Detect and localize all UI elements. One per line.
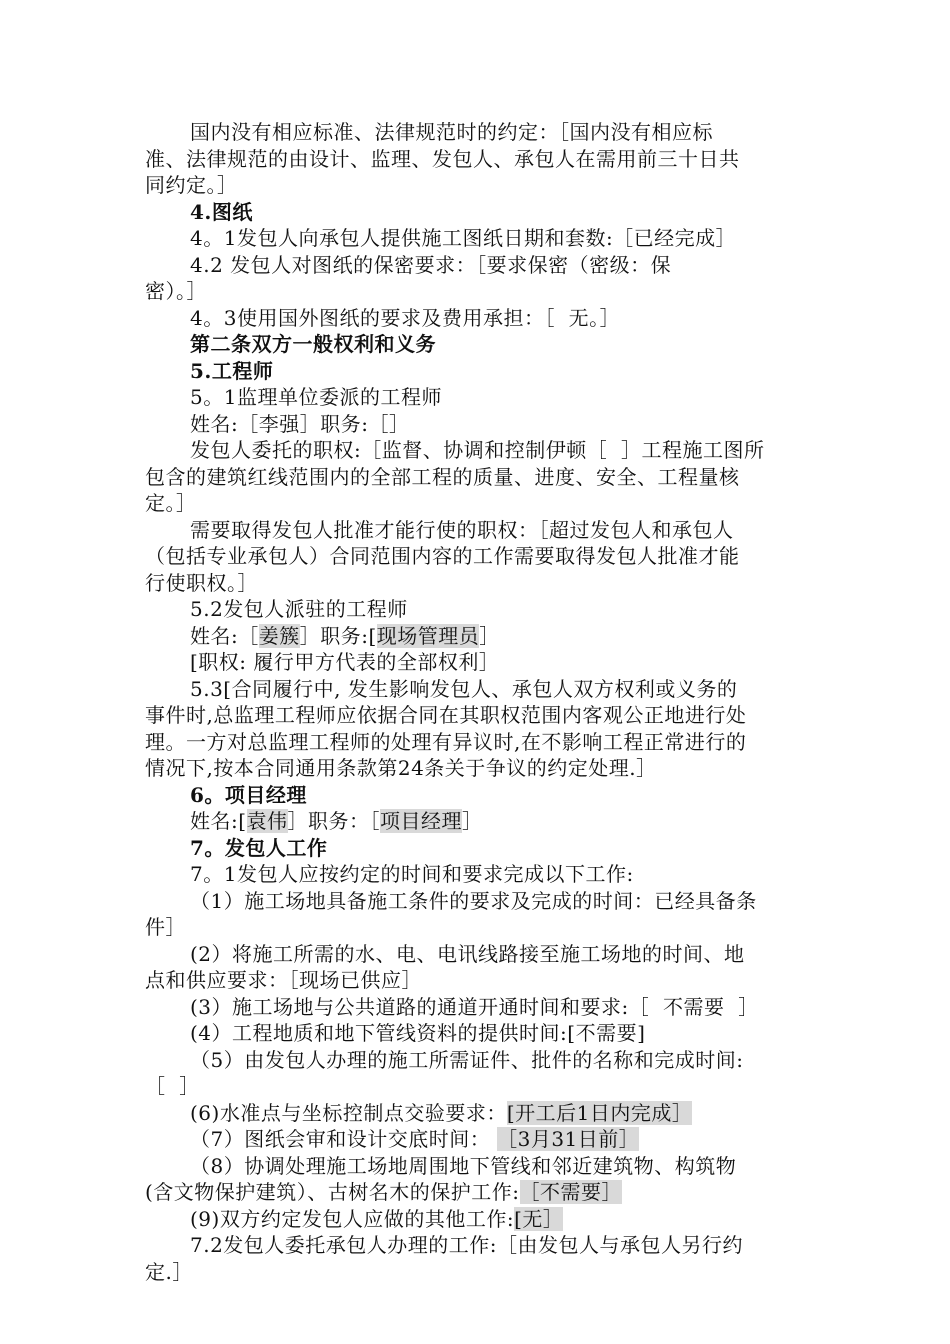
text-line <box>145 1020 808 1047</box>
text-line <box>145 596 808 623</box>
document-page <box>145 119 808 1285</box>
text-line <box>145 278 808 305</box>
text-line <box>145 861 808 888</box>
text-segment: 事件时,总监理工程师应依据合同在其职权范围内客观公正地进行处 <box>145 703 747 727</box>
filled-field: ［3月31日前］ <box>497 1127 640 1151</box>
section-heading <box>145 199 808 226</box>
text-segment: 情况下,按本合同通用条款第24条关于争议的约定处理.］ <box>145 756 657 780</box>
text-segment: 姓名:[ <box>190 809 247 833</box>
text-segment: (9)双方约定发包人应做的其他工作: <box>190 1206 515 1231</box>
text-segment: 4.图纸 <box>190 199 253 224</box>
section-heading <box>145 782 808 809</box>
filled-field: [开工后1日内完成］ <box>506 1100 693 1125</box>
text-segment: ］ <box>462 809 483 833</box>
text-segment: 包含的建筑红线范围内的全部工程的质量、进度、安全、工程量核 <box>145 464 740 489</box>
section-heading <box>145 358 808 385</box>
text-segment: 姓名:［ <box>190 623 259 648</box>
text-segment: ］职务:[ <box>299 623 377 648</box>
text-line <box>145 676 808 703</box>
text-segment: (3）施工场地与公共道路的通道开通时间和要求:［ 不需要 ］ <box>190 994 759 1019</box>
text-segment: 7。1发包人应按约定的时间和要求完成以下工作: <box>190 862 634 886</box>
text-segment: [职权: 履行甲方代表的全部权利］ <box>190 650 500 674</box>
text-line <box>145 649 808 676</box>
text-segment: (4）工程地质和地下管线资料的提供时间:[不需要] <box>190 1021 646 1045</box>
text-segment: (6)水准点与坐标控制点交验要求： <box>190 1100 507 1125</box>
text-segment: （1）施工场地具备施工条件的要求及完成的时间：已经具备条 <box>190 888 757 913</box>
text-line <box>145 384 808 411</box>
filled-field: [无］ <box>514 1206 564 1231</box>
text-segment: 行使职权。］ <box>145 570 258 595</box>
text-line <box>145 941 808 968</box>
filled-field: 姜簇 <box>258 623 300 648</box>
text-segment: 7。发包人工作 <box>190 835 328 860</box>
text-line <box>145 172 808 199</box>
text-segment: ］ <box>479 623 500 648</box>
text-segment: 5.3[合同履行中, 发生影响发包人、承包人双方权利或义务的 <box>190 676 738 701</box>
text-line <box>145 888 808 915</box>
filled-field: ［不需要］ <box>519 1180 623 1204</box>
text-line <box>145 252 808 279</box>
text-line <box>145 914 808 941</box>
text-line <box>145 146 808 173</box>
text-segment: 7.2发包人委托承包人办理的工作:［由发包人与承包人另行约 <box>190 1233 744 1257</box>
text-line <box>145 702 808 729</box>
text-line <box>145 623 808 650</box>
text-line <box>145 1232 808 1259</box>
text-segment: （5）由发包人办理的施工所需证件、批件的名称和完成时间: <box>190 1047 744 1072</box>
text-line <box>145 994 808 1021</box>
text-segment: 5.2发包人派驻的工程师 <box>190 597 408 621</box>
text-line <box>145 225 808 252</box>
text-line <box>145 729 808 756</box>
text-line <box>145 1047 808 1074</box>
text-line <box>145 464 808 491</box>
text-line <box>145 755 808 782</box>
text-segment: ］职务：［ <box>287 809 381 833</box>
text-segment: 需要取得发包人批准才能行使的职权：［超过发包人和承包人 <box>190 517 734 542</box>
filled-field: 项目经理 <box>380 809 463 833</box>
text-segment: 4。3使用国外图纸的要求及费用承担：［ 无。］ <box>190 305 621 330</box>
text-segment: 国内没有相应标准、法律规范时的约定：［国内没有相应标 <box>190 120 713 144</box>
text-segment: 定.］ <box>145 1259 193 1284</box>
text-line <box>145 437 808 464</box>
text-segment: 姓名:［李强］职务:［］ <box>190 411 410 436</box>
text-segment: 4.2 发包人对图纸的保密要求：［要求保密（密级：保 <box>190 252 672 277</box>
text-line <box>145 1073 808 1100</box>
text-segment: (含文物保护建筑）、古树名木的保护工作: <box>145 1180 520 1204</box>
text-segment: 4。1发包人向承包人提供施工图纸日期和套数:［已经完成］ <box>190 226 737 250</box>
text-segment: （包括专业承包人）合同范围内容的工作需要取得发包人批准才能 <box>145 544 740 568</box>
text-line <box>145 411 808 438</box>
text-line <box>145 305 808 332</box>
text-segment: 定。］ <box>145 491 197 515</box>
text-segment: 件］ <box>145 915 186 939</box>
text-line <box>145 1206 808 1233</box>
text-segment: 6。项目经理 <box>190 782 307 807</box>
text-line <box>145 808 808 835</box>
text-line <box>145 543 808 570</box>
text-segment: 5.工程师 <box>190 358 274 383</box>
text-line <box>145 1100 808 1127</box>
filled-field: 袁伟 <box>246 809 288 833</box>
text-line <box>145 570 808 597</box>
section-heading <box>145 835 808 862</box>
filled-field: 现场管理员 <box>376 623 480 648</box>
text-line <box>145 517 808 544</box>
text-segment: (2）将施工所需的水、电、电讯线路接至施工场地的时间、地 <box>190 941 745 966</box>
text-segment: （7）图纸会审和设计交底时间： <box>190 1127 498 1151</box>
section-heading <box>145 331 808 358</box>
text-segment: 理。一方对总监理工程师的处理有异议时,在不影响工程正常进行的 <box>145 729 747 754</box>
text-segment: 密）。］ <box>145 279 207 303</box>
text-segment: 5。1监理单位委派的工程师 <box>190 385 442 409</box>
text-segment: 准、法律规范的由设计、监理、发包人、承包人在需用前三十日共 <box>145 146 740 171</box>
text-line <box>145 1126 808 1153</box>
text-line <box>145 1259 808 1286</box>
text-segment: ［ ］ <box>145 1074 200 1098</box>
text-line <box>145 1153 808 1180</box>
text-segment: 第二条双方一般权利和义务 <box>190 332 436 356</box>
text-segment: 同约定。］ <box>145 173 238 197</box>
text-segment: （8）协调处理施工场地周围地下管线和邻近建筑物、构筑物 <box>190 1153 737 1178</box>
text-line <box>145 967 808 994</box>
text-line <box>145 1179 808 1206</box>
text-line <box>145 119 808 146</box>
text-line <box>145 490 808 517</box>
text-segment: 点和供应要求：［现场已供应］ <box>145 968 422 992</box>
text-segment: 发包人委托的职权:［监督、协调和控制伊顿［ ］工程施工图所 <box>190 438 765 462</box>
